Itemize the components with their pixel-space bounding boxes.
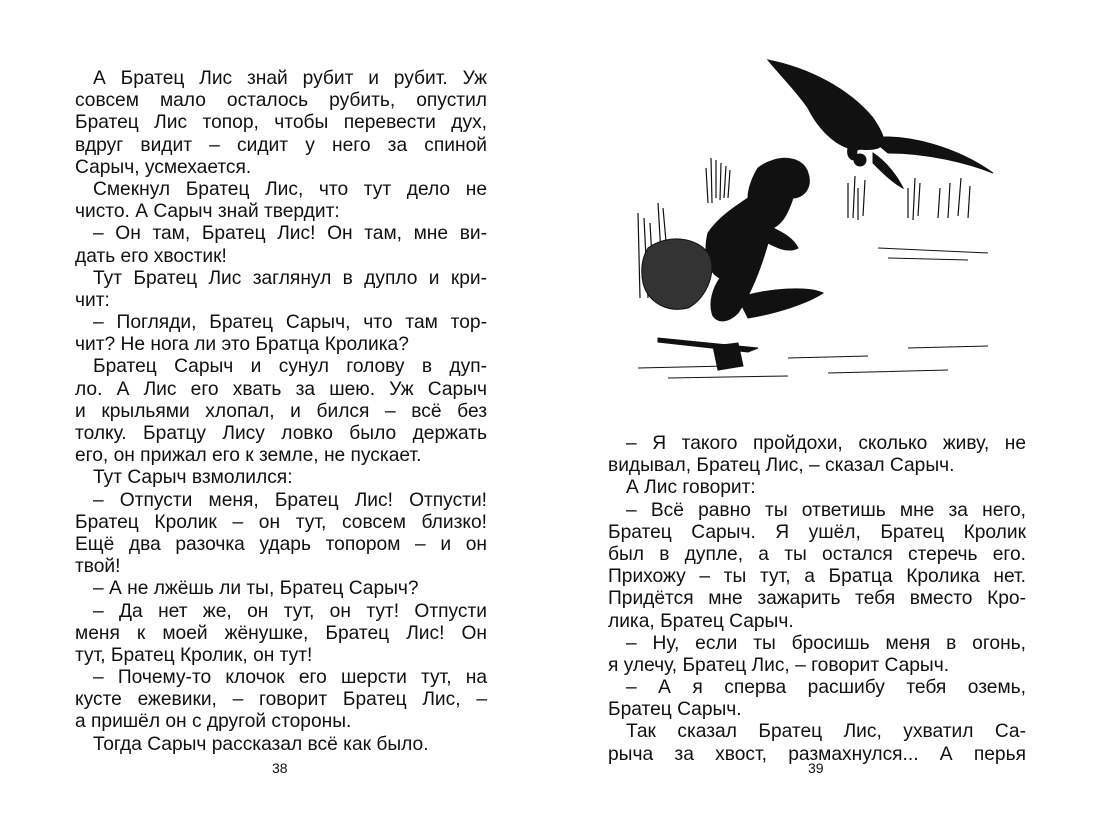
page-number-right: 39: [808, 760, 824, 776]
text-line: чит:: [75, 289, 110, 311]
text-line: Братец Сарыч. Я ушёл, Братец Кролик: [608, 521, 1026, 543]
text-line: – Всё равно ты ответишь мне за него,: [626, 499, 1026, 521]
text-line: видывал, Братец Лис, – сказал Сарыч.: [608, 455, 955, 477]
text-line: – А не лжёшь ли ты, Братец Сарыч?: [93, 578, 419, 600]
text-line: совсем мало осталось рубить, опустил: [75, 90, 487, 112]
text-line: Смекнул Братец Лис, что тут дело не: [93, 178, 487, 200]
text-line: – Я такого пройдохи, сколько живу, не: [626, 433, 1026, 454]
text-line: Братец Сарыч и сунул голову в дуп-: [93, 356, 487, 378]
text-line: – Он там, Братец Лис! Он там, мне ви-: [93, 223, 487, 245]
text-line: ло. А Лис его хвать за шею. Уж Сарыч: [75, 378, 487, 400]
text-line: кусте ежевики, – говорит Братец Лис, –: [75, 689, 487, 711]
text-line: – Почему-то клочок его шерсти тут, на: [93, 667, 487, 689]
text-line: вдруг видит – сидит у него за спиной: [75, 134, 487, 156]
text-line: твой!: [75, 556, 121, 578]
text-line: – А я сперва расшибу тебя оземь,: [626, 677, 1026, 699]
text-line: меня к моей жёнушке, Братец Лис! Он: [75, 622, 487, 644]
text-line: его, он прижал его к земле, не пускает.: [75, 445, 422, 467]
text-line: а пришёл он с другой стороны.: [75, 711, 352, 733]
text-line: и крыльями хлопал, и бился – всё без: [75, 400, 487, 422]
text-line: Так сказал Братец Лис, ухватил Са-: [626, 721, 1026, 743]
text-line: Братец Сарыч.: [608, 699, 742, 721]
text-line: был в дупле, а ты остался стеречь его.: [608, 543, 1026, 565]
left-page-text: [75, 68, 487, 756]
text-line: – Да нет же, он тут, он тут! Отпусти: [93, 600, 487, 622]
text-line: Братец Лис топор, чтобы перевести дух,: [75, 112, 487, 134]
text-line: толку. Братцу Лису ловко было держать: [75, 423, 487, 444]
text-line: я улечу, Братец Лис, – говорит Сарыч.: [608, 654, 950, 676]
right-page-text: [608, 433, 1026, 766]
text-line: чисто. А Сарыч знай твердит:: [75, 201, 340, 223]
text-line: рыча за хвост, размахнулся... А перья: [608, 743, 1026, 765]
text-line: – Ну, если ты бросишь меня в огонь,: [626, 632, 1026, 654]
fox-and-buzzard-illustration: [608, 48, 1038, 388]
text-line: Прихожу – ты тут, а Братца Кролика нет.: [608, 566, 1026, 588]
text-line: А Лис говорит:: [626, 477, 756, 499]
text-line: Придётся мне зажарить тебя вместо Кро-: [608, 588, 1026, 610]
text-line: Тут Сарыч взмолился:: [93, 467, 293, 489]
text-line: дать его хвостик!: [75, 245, 227, 267]
text-line: лика, Братец Сарыч.: [608, 610, 794, 632]
text-line: тут, Братец Кролик, он тут!: [75, 644, 313, 666]
page-number-left: 38: [272, 760, 288, 776]
text-line: чит? Не нога ли это Братца Кролика?: [75, 334, 409, 356]
text-line: Братец Кролик – он тут, совсем близко!: [75, 511, 487, 533]
text-line: – Погляди, Братец Сарыч, что там тор-: [93, 312, 487, 334]
text-line: Тут Братец Лис заглянул в дупло и кри-: [93, 267, 487, 289]
text-line: А Братец Лис знай рубит и рубит. Уж: [93, 68, 487, 89]
text-line: – Отпусти меня, Братец Лис! Отпусти!: [93, 489, 487, 511]
text-line: Сарыч, усмехается.: [75, 156, 252, 178]
text-line: Тогда Сарыч рассказал всё как было.: [93, 733, 429, 755]
text-line: Ещё два разочка ударь топором – и он: [75, 533, 487, 555]
